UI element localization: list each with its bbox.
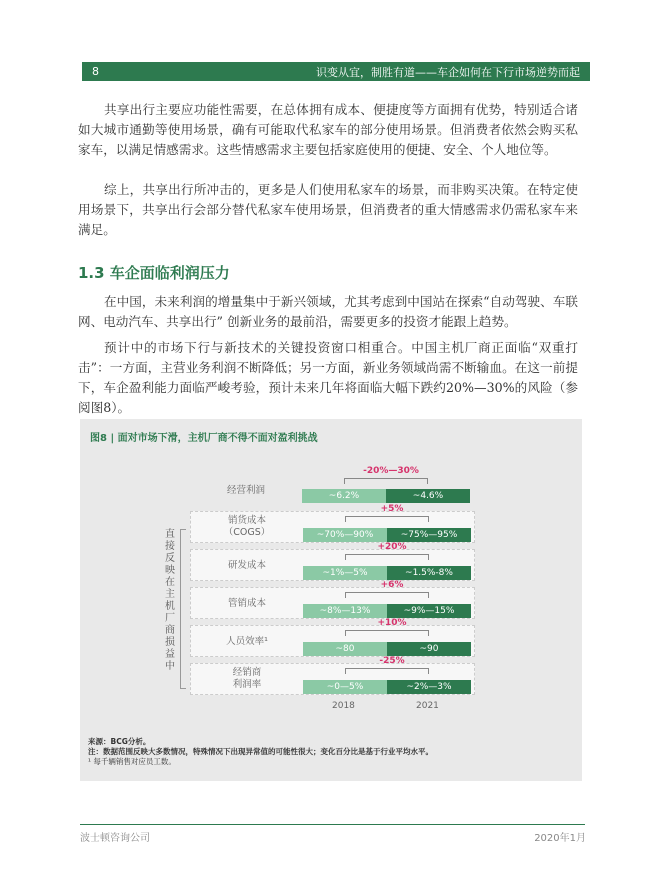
bar-2021: ~2%—3% [387,680,471,694]
year-label-2021: 2021 [416,701,439,711]
bar-2021: ~90 [387,642,471,656]
running-title: 识变从宜，制胜有道——车企如何在下行市场逆势而起 [316,65,580,79]
row-label: 经销商 利润率 [232,667,262,690]
connector [344,478,428,484]
header-bar [82,62,590,81]
bar-2021: ~1.5%-8% [387,566,471,580]
bar-2018: ~70%—90% [303,528,387,542]
figure-8 [80,419,582,781]
delta-label: +20% [377,542,407,552]
bar-2018: ~1%—5% [303,566,387,580]
row-sga [190,580,475,619]
row-rnd [190,542,475,581]
row-label: 经营利润 [226,485,265,496]
footer-date: 2020年1月 [534,833,586,844]
side-label: 直接反映在主机厂商损益中 [165,529,175,672]
page-number: 8 [92,65,99,78]
bar-2021: ~9%—15% [387,604,471,618]
bar-2021: ~75%—95% [387,528,471,542]
row-label: 销货成本 （COGS） [223,515,271,538]
connector [345,554,429,560]
side-brace [180,529,186,689]
footnote: ¹ 每千辆销售对应员工数。 [88,757,176,766]
connector [345,630,429,636]
row-operating-profit [190,466,475,507]
delta-label: -25% [379,656,405,666]
section-title: 1.3 车企面临利润压力 [78,264,230,282]
paragraph-2: 综上，共享出行所冲击的，更多是人们使用私家车的场景，而非购买决策。在特定使用场景下，共享出行会部分替代私家车使用场景，但消费者的重大情感需求仍需私家车来满足。 [78,182,578,237]
row-label: 研发成本 [227,560,266,571]
row-label: 人员效率¹ [226,636,268,647]
delta-label: +10% [377,618,407,628]
section-paragraph-2: 预计中的市场下行与新技术的关键投资窗口相重合。中国主机厂商正面临“双重打击”：一方面，主营业务利润不断降低；另一方面，新业务领域尚需不断输血。在这一前提下，车企盈利能力面临严峻考验，预计未来几年将面临大幅下跌约20%—30%的风险（参阅图8）。 [78,340,578,415]
figure-title: 图8 | 面对市场下滑，主机厂商不得不面对盈利挑战 [90,433,318,444]
delta-label: +5% [380,504,404,514]
connector [345,516,429,522]
delta-label: -20%—30% [363,466,419,476]
row-cogs [190,504,475,543]
connector [345,592,429,598]
bar-2018: ~0—5% [303,680,387,694]
bar-2018: ~8%—13% [303,604,387,618]
delta-label: +6% [380,580,404,590]
footer-company: 波士顿咨询公司 [80,833,150,844]
figure-notes [88,737,578,767]
year-label-2018: 2018 [332,701,355,711]
row-label: 管销成本 [227,598,266,609]
row-dealer-margin [190,656,475,695]
source-note: 来源：BCG分析。 [88,737,151,746]
bar-2018: ~6.2% [302,489,386,503]
paragraph-1: 共享出行主要应功能性需要，在总体拥有成本、便捷度等方面拥有优势，特别适合诸如大城市通勤等使用场景，确有可能取代私家车的部分使用场景。但消费者依然会购买私家车，以满足情感需求。这些情感需求主要包括家庭使用的便捷、安全、个人地位等。 [78,102,578,157]
bar-2018: ~80 [303,642,387,656]
connector [345,668,429,674]
bar-2021: ~4.6% [386,489,470,503]
row-staff-efficiency [190,618,475,657]
section-paragraph-1: 在中国，未来利润的增量集中于新兴领域，尤其考虑到中国站在探索“自动驾驶、车联网、电动汽车、共享出行” 创新业务的最前沿，需要更多的投资才能跟上趋势。 [78,294,578,329]
general-note: 注：数据范围反映大多数情况，特殊情况下出现异常值的可能性很大；变化百分比是基于行业平均水平。 [88,747,433,756]
footer-divider [80,824,585,825]
